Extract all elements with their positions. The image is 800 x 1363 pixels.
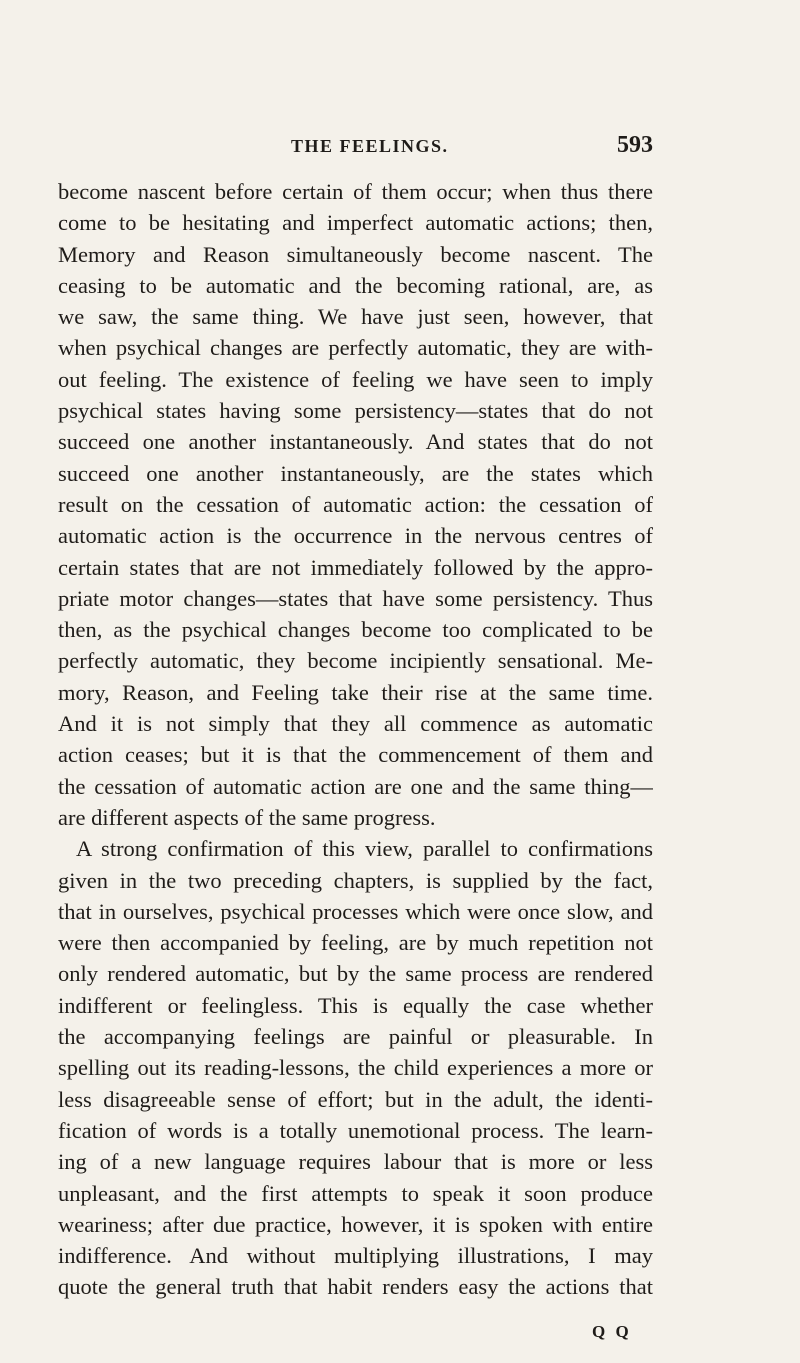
text-line: result on the cessation of automatic action: the cessation of	[58, 491, 653, 517]
text-line: we saw, the same thing. We have just seen, however, that	[58, 304, 653, 330]
text-line: priate motor changes—states that have some persistency. Thus	[58, 585, 653, 611]
text-line: A strong confirmation of this view, parallel to confirmations	[76, 836, 653, 862]
text-line: automatic action is the occurrence in the nervous centres of	[58, 523, 653, 549]
text-line: quote the general truth that habit renders easy the actions that	[58, 1274, 653, 1300]
text-line: the cessation of automatic action are one and the same thing—	[58, 773, 653, 799]
text-line: fication of words is a totally unemotional process. The learn-	[58, 1117, 653, 1143]
text-line: weariness; after due practice, however, it is spoken with entire	[58, 1211, 653, 1237]
text-line: psychical states having some persistency—states that do not	[58, 398, 653, 424]
text-line: are different aspects of the same progress.	[58, 804, 436, 830]
text-line: ceasing to be automatic and the becoming rational, are, as	[58, 272, 653, 298]
text-line: spelling out its reading-lessons, the child experiences a more or	[58, 1055, 653, 1081]
text-line: that in ourselves, psychical processes which were once slow, and	[58, 898, 653, 924]
text-line: succeed one another instantaneously. And states that do not	[58, 429, 653, 455]
text-line: come to be hesitating and imperfect automatic actions; then,	[58, 210, 653, 236]
text-line: Memory and Reason simultaneously become nascent. The	[58, 241, 653, 267]
body-text	[58, 176, 653, 1303]
text-line: ing of a new language requires labour that is more or less	[58, 1149, 653, 1175]
paragraph	[58, 176, 653, 833]
running-head	[0, 132, 800, 166]
running-title: THE FEELINGS.	[291, 136, 449, 156]
paragraph	[58, 833, 653, 1302]
text-line: certain states that are not immediately followed by the appro-	[58, 554, 653, 580]
text-line: perfectly automatic, they become incipiently sensational. Me-	[58, 648, 653, 674]
signature-mark: Q Q	[592, 1322, 632, 1341]
text-line: indifferent or feelingless. This is equally the case whether	[58, 992, 653, 1018]
text-line: less disagreeable sense of effort; but in the adult, the identi-	[58, 1086, 653, 1112]
text-line: And it is not simply that they all commence as automatic	[58, 711, 653, 737]
text-line: indifference. And without multiplying illustrations, I may	[58, 1243, 653, 1269]
page-number: 593	[617, 132, 653, 158]
text-line: unpleasant, and the first attempts to speak it soon produce	[58, 1180, 653, 1206]
text-line: when psychical changes are perfectly automatic, they are with-	[58, 335, 653, 361]
text-line: become nascent before certain of them occur; when thus there	[58, 179, 653, 204]
text-line: were then accompanied by feeling, are by much repetition not	[58, 930, 653, 956]
text-line: succeed one another instantaneously, are the states which	[58, 460, 653, 486]
text-line: then, as the psychical changes become too complicated to be	[58, 617, 653, 643]
text-line: mory, Reason, and Feeling take their rise at the same time.	[58, 679, 653, 705]
text-line: the accompanying feelings are painful or pleasurable. In	[58, 1024, 653, 1050]
text-line: out feeling. The existence of feeling we have seen to imply	[58, 366, 653, 392]
text-line: only rendered automatic, but by the same process are rendered	[58, 961, 653, 987]
text-line: given in the two preceding chapters, is supplied by the fact,	[58, 867, 653, 893]
text-line: action ceases; but it is that the commencement of them and	[58, 742, 653, 768]
